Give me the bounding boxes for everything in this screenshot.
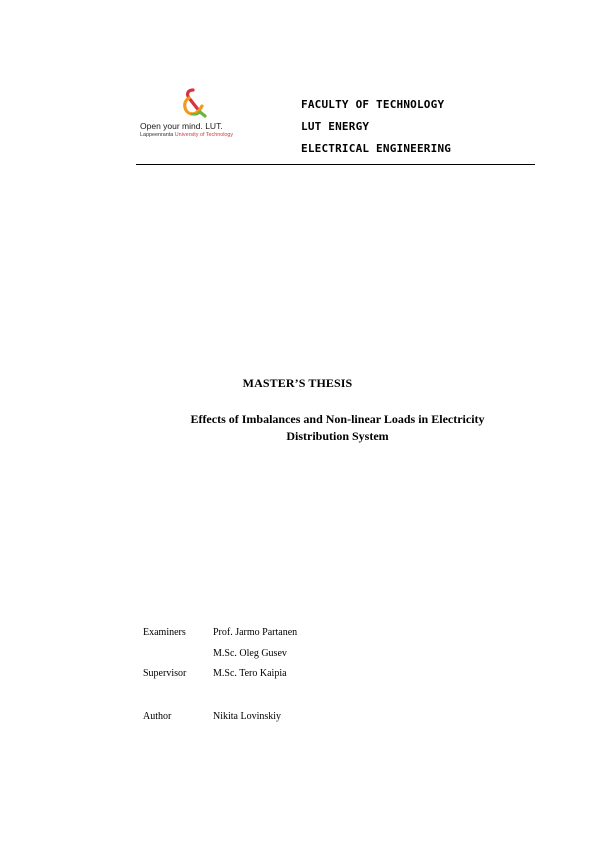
thesis-title-line: Distribution System bbox=[286, 429, 389, 443]
faculty-header bbox=[301, 94, 451, 160]
thesis-type: MASTER’S THESIS bbox=[242, 376, 353, 390]
role-label: Author bbox=[143, 711, 172, 722]
role-label: Examiners bbox=[143, 627, 186, 638]
faculty-line: FACULTY OF TECHNOLOGY bbox=[301, 98, 445, 111]
thesis-title bbox=[140, 411, 535, 445]
logo-university: University of Technology bbox=[174, 132, 234, 138]
program-line: ELECTRICAL ENGINEERING bbox=[301, 142, 452, 155]
person-name: Prof. Jarmo Partanen bbox=[213, 627, 298, 638]
thesis-title-line: Effects of Imbalances and Non-linear Loads in Electricity bbox=[190, 412, 485, 426]
header-divider bbox=[136, 164, 535, 165]
logo-tagline: Open your mind. LUT. bbox=[140, 121, 223, 131]
person-name: M.Sc. Tero Kaipia bbox=[213, 668, 287, 679]
logo-university-name bbox=[140, 132, 233, 138]
ampersand-logo-icon bbox=[180, 88, 208, 118]
university-logo bbox=[140, 88, 275, 144]
person-name: Nikita Lovinskiy bbox=[213, 711, 282, 722]
department-line: LUT ENERGY bbox=[301, 120, 370, 133]
person-name: M.Sc. Oleg Gusev bbox=[213, 648, 287, 659]
role-label: Supervisor bbox=[143, 668, 187, 679]
logo-city: Lappeenranta bbox=[140, 132, 174, 138]
